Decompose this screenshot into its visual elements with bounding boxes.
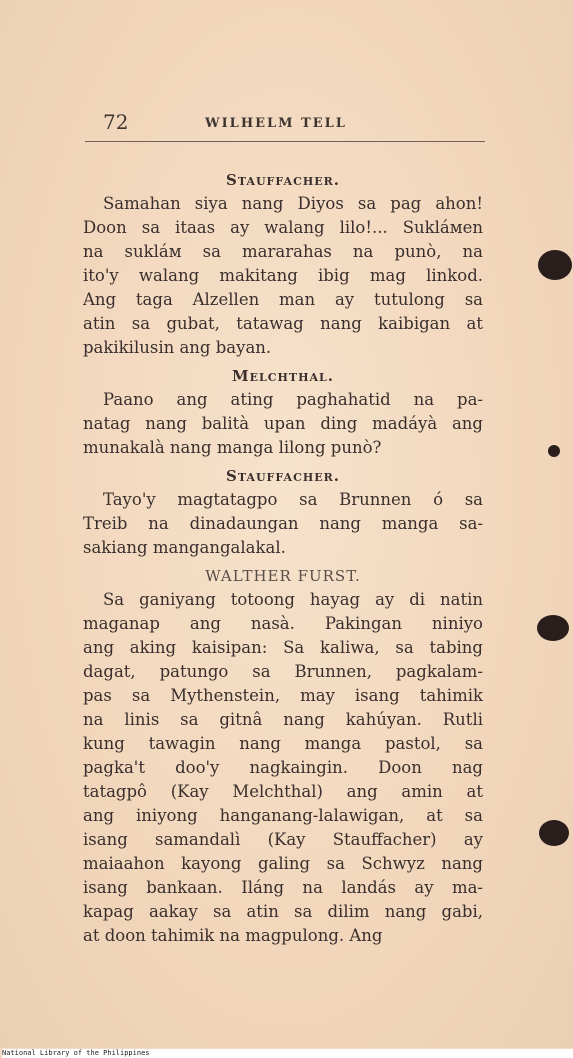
text-line: na linis sa gitnâ nang kahúyan. Rutli — [83, 710, 483, 729]
text-line: Sa ganiyang totoong hayag ay di natin — [103, 590, 483, 609]
text-line: atin sa gubat, tatawag nang kaibigan at — [83, 314, 483, 333]
text-line: Ang taga Alzellen man ay tutulong sa — [83, 290, 483, 309]
text-line: ang iniyong hanganang-lalawigan, at sa — [83, 806, 483, 825]
dialogue-paragraph — [83, 192, 483, 360]
dialogue-paragraph — [83, 388, 483, 460]
text-line: pagka't doo'y nagkaingin. Doon nag — [83, 758, 483, 777]
binding-hole — [537, 615, 569, 641]
text-line: maiaahon kayong galing sa Schwyz nang — [83, 854, 483, 873]
text-line: sakiang mangangalakal. — [83, 538, 286, 557]
binding-hole — [539, 820, 569, 846]
speaker-name: WALTHER FURST. — [205, 567, 361, 585]
dialogue-paragraph — [83, 488, 483, 560]
binding-hole — [538, 250, 572, 280]
text-line: dagat, patungo sa Brunnen, pagkalam- — [83, 662, 483, 681]
page-body — [83, 168, 483, 952]
speaker-name: Stauffacher. — [226, 171, 340, 189]
text-line: kapag aakay sa atin sa dilim nang gabi, — [83, 902, 483, 921]
text-line: tatagpô (Kay Melchthal) ang amin at — [83, 782, 483, 801]
page-header — [85, 108, 485, 140]
text-line: Paano ang ating paghahatid na pa- — [103, 390, 483, 409]
text-line: isang bankaan. Iláng na landás ay ma- — [83, 878, 483, 897]
binding-hole — [548, 445, 560, 457]
header-rule — [85, 141, 485, 142]
text-line: pakikilusin ang bayan. — [83, 338, 272, 357]
text-line: Tayo'y magtatagpo sa Brunnen ó sa — [103, 490, 483, 509]
text-line: kung tawagin nang manga pastol, sa — [83, 734, 483, 753]
text-line: Treib na dinadaungan nang manga sa- — [83, 514, 483, 533]
block-gap — [83, 948, 483, 952]
text-line: at doon tahimik na magpulong. Ang — [83, 926, 383, 945]
speaker-name: Melchthal. — [232, 367, 334, 385]
text-line: natag nang balità upan ding madáyà ang — [83, 414, 483, 433]
text-line: isang samandalì (Kay Stauffacher) ay — [83, 830, 483, 849]
text-line: maganap ang nasà. Pakingan niniyo — [83, 614, 483, 633]
text-line: Doon sa itaas ay walang lilo!... Sukláмеn — [83, 218, 483, 237]
text-line: na sukláм sa mararahas na punò, na — [83, 242, 483, 261]
speaker-name: Stauffacher. — [226, 467, 340, 485]
text-line: ang aking kaisipan: Sa kaliwa, sa tabing — [83, 638, 483, 657]
running-title: WILHELM TELL — [205, 116, 347, 131]
text-line: pas sa Mythenstein, may isang tahimik — [83, 686, 483, 705]
library-credit: National Library of the Philippines — [2, 1049, 573, 1058]
text-line: munakalà nang manga lilong punò? — [83, 438, 382, 457]
dialogue-paragraph — [83, 588, 483, 948]
page-number: 72 — [103, 110, 129, 134]
text-line: Samahan siya nang Diyos sa pag ahon! — [103, 194, 483, 213]
text-line: ito'y walang makitang ibig mag linkod. — [83, 266, 483, 285]
